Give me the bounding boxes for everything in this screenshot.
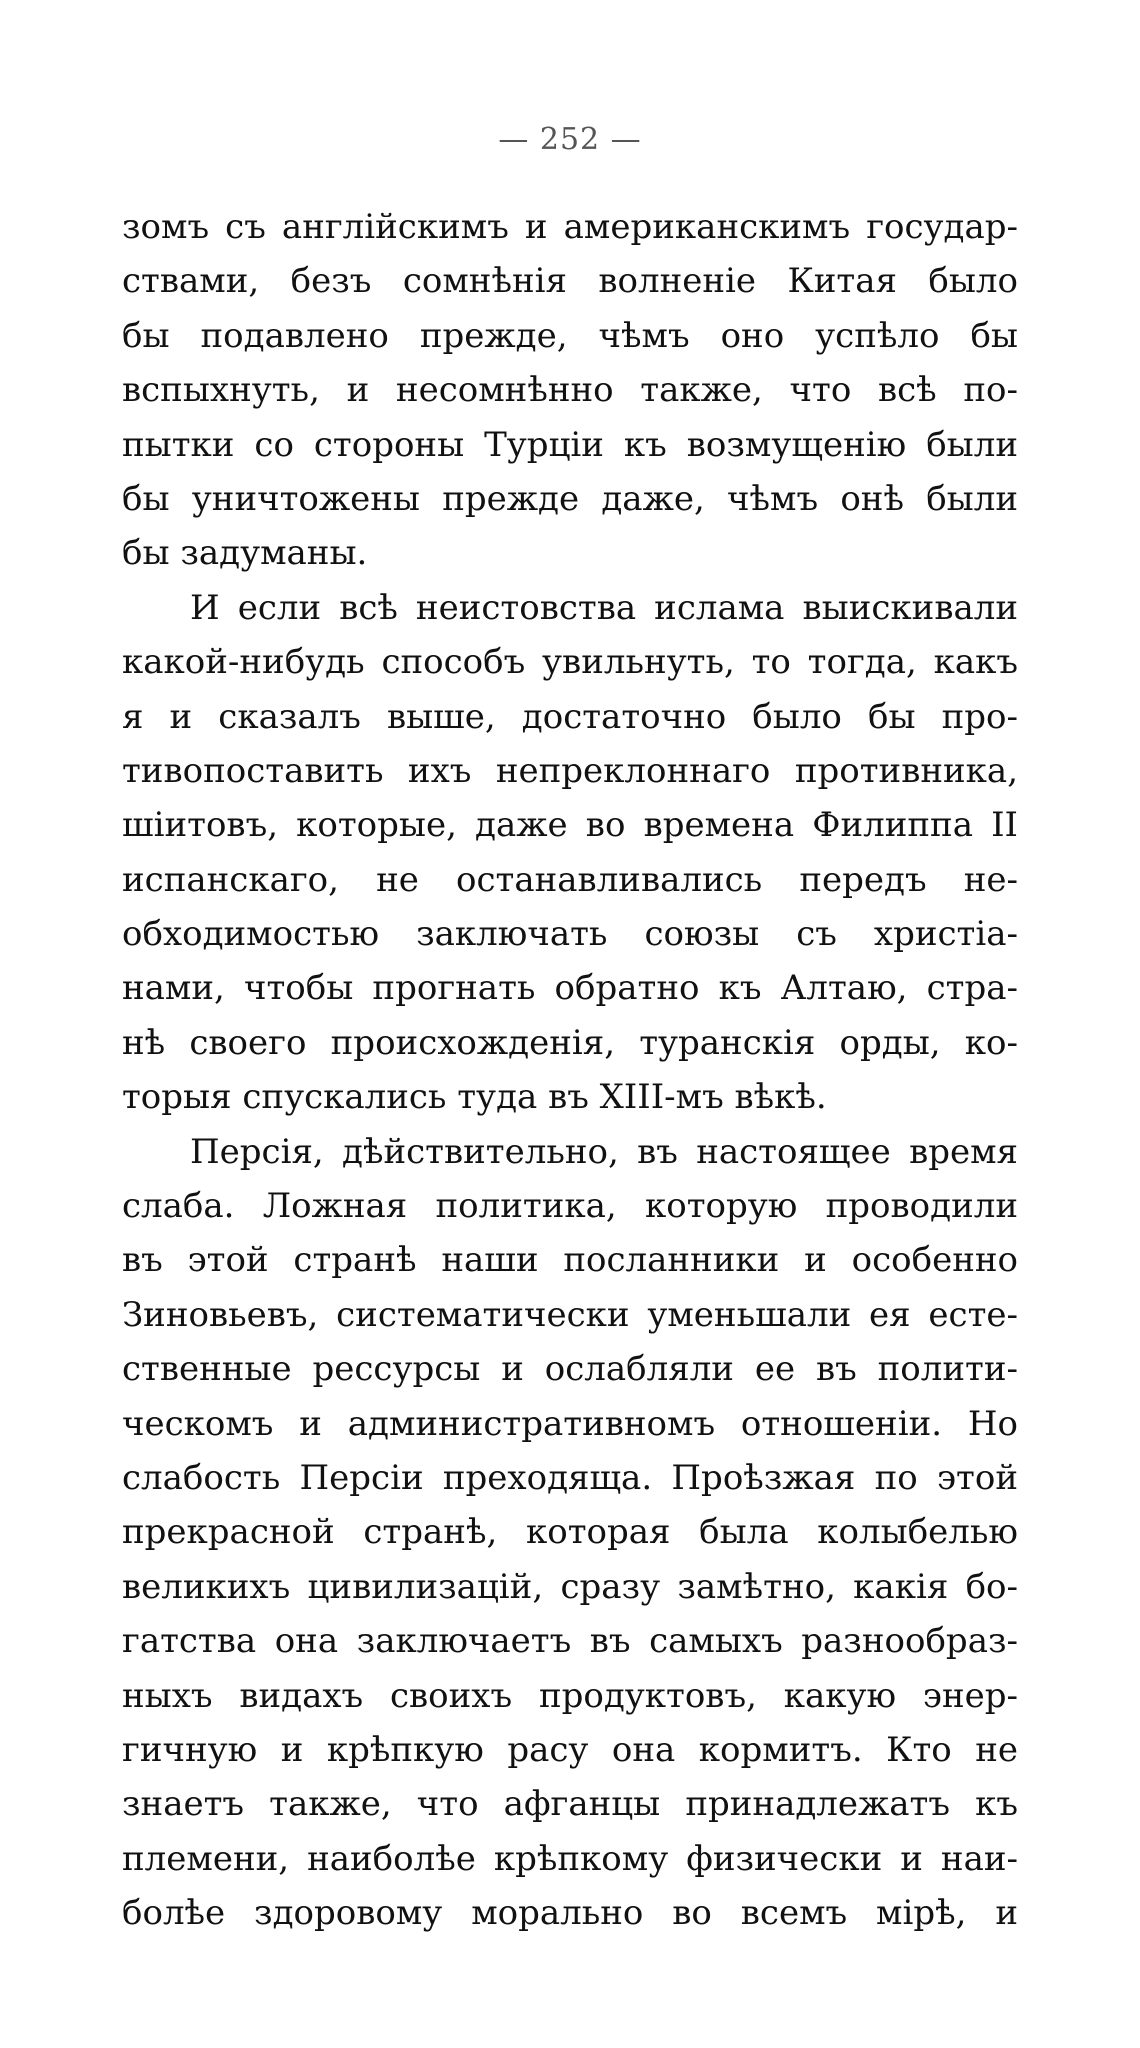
text-line: ныхъ видахъ своихъ продуктовъ, какую энер- — [122, 1675, 1018, 1716]
text-line: я и сказалъ выше, достаточно было бы про- — [122, 696, 1018, 737]
paragraph-end-line: бы задуманы. — [122, 533, 368, 574]
text-line: прекрасной странѣ, которая была колыбелью — [122, 1512, 1018, 1553]
text-line: обходимостью заключать союзы съ христіа- — [122, 914, 1018, 955]
text-line: какой-нибудь способъ увильнуть, то тогда, какъ — [122, 642, 1018, 683]
text-line: гичную и крѣпкую расу она кормитъ. Кто не — [122, 1729, 1018, 1770]
body-text — [122, 200, 1018, 1941]
text-line: нами, чтобы прогнать обратно къ Алтаю, стра- — [122, 968, 1018, 1009]
text-line: тивопоставить ихъ непреклоннаго противника, — [122, 750, 1018, 791]
text-line: знаетъ также, что афганцы принадлежатъ къ — [122, 1784, 1018, 1825]
text-line: слабость Персіи преходяща. Проѣзжая по этой — [122, 1457, 1018, 1498]
text-line: въ этой странѣ наши посланники и особенно — [122, 1240, 1018, 1281]
text-line: шіитовъ, которые, даже во времена Филиппа II — [122, 805, 1018, 846]
text-line: болѣе здоровому морально во всемъ мірѣ, и — [122, 1893, 1018, 1934]
paragraph-start-line: Персія, дѣйствительно, въ настоящее время — [190, 1131, 1018, 1172]
text-line: бы подавлено прежде, чѣмъ оно успѣло бы — [122, 315, 1018, 356]
text-line: ствами, безъ сомнѣнія волненіе Китая было — [122, 261, 1018, 302]
text-line: слаба. Ложная политика, которую проводили — [122, 1186, 1018, 1227]
text-line: пытки со стороны Турціи къ возмущенію были — [122, 424, 1018, 465]
text-line: Зиновьевъ, систематически уменьшали ея есте- — [122, 1294, 1018, 1335]
text-line: зомъ съ англійскимъ и американскимъ государ- — [122, 207, 1018, 247]
paragraph-end-line: торыя спускались туда въ XIII-мъ вѣкѣ. — [122, 1077, 827, 1118]
text-line: нѣ своего происхожденія, туранскія орды, ко- — [122, 1022, 1018, 1063]
text-line: великихъ цивилизацій, сразу замѣтно, какія бо- — [122, 1566, 1018, 1607]
text-line: бы уничтожены прежде даже, чѣмъ онѣ были — [122, 478, 1018, 519]
text-line: ческомъ и административномъ отношеніи. Но — [122, 1403, 1018, 1444]
text-line: ственные рессурсы и ослабляли ее въ полити- — [122, 1349, 1018, 1390]
text-line: испанскаго, не останавливались передъ не- — [122, 859, 1018, 900]
text-line: вспыхнуть, и несомнѣнно также, что всѣ по- — [122, 370, 1018, 411]
page-number: — 252 — — [498, 122, 642, 157]
text-line: гатства она заключаетъ въ самыхъ разнообраз- — [122, 1621, 1018, 1662]
paragraph-start-line: И если всѣ неистовства ислама выискивали — [190, 587, 1018, 628]
text-line: племени, наиболѣе крѣпкому физически и наи- — [122, 1838, 1018, 1879]
